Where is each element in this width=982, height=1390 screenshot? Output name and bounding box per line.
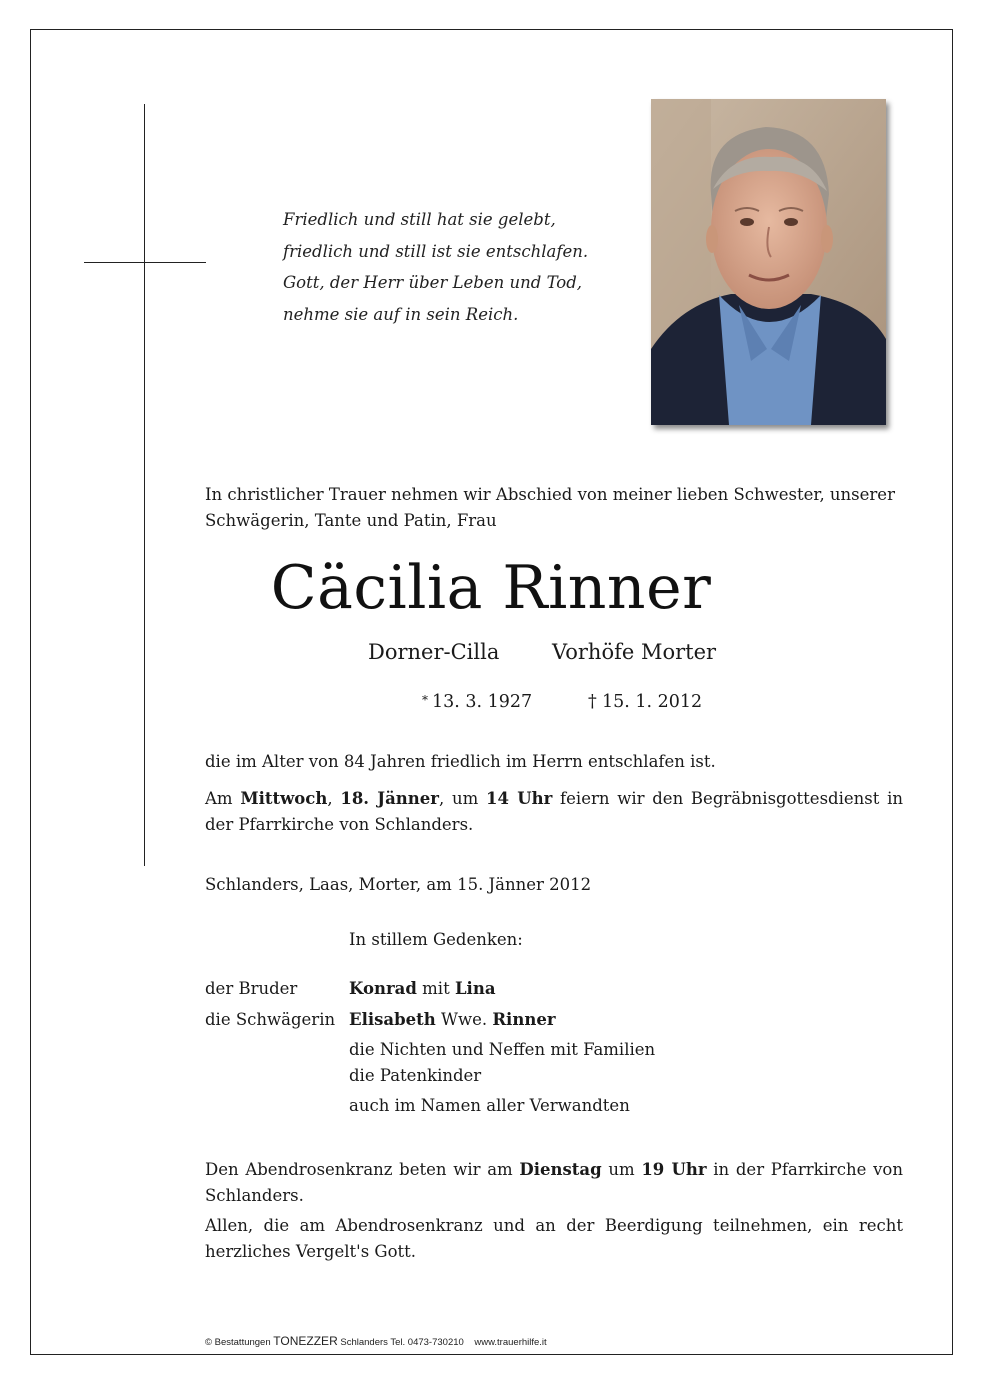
thanks-text: Allen, die am Abendrosenkranz und an der Beerdigung teilnehmen, ein recht herzliches Vergelt's Gott. xyxy=(205,1216,903,1261)
rosary-text: in der Pfarrkirche von Schlanders. xyxy=(205,1160,903,1205)
place-date: Schlanders, Laas, Morter, am 15. Jänner 2012 xyxy=(205,875,592,894)
intro-line: Schwägerin, Tante und Patin, Frau xyxy=(205,511,497,530)
death-date: 15. 1. 2012 xyxy=(602,692,703,712)
birth-symbol: * xyxy=(422,693,428,707)
mourner-sister-in-law xyxy=(349,1010,556,1029)
home-place: Vorhöfe Morter xyxy=(552,640,717,664)
intro-text xyxy=(205,482,895,534)
footer-text: Schlanders Tel. 0473-730210 www.trauerhilfe.it xyxy=(337,1337,547,1348)
mourner-text: mit xyxy=(416,979,455,998)
mourner-label: die Schwägerin xyxy=(205,1010,336,1029)
verse-line: friedlich und still ist sie entschlafen. xyxy=(283,241,589,261)
mourner-name: Lina xyxy=(454,979,496,998)
rosary-text: um xyxy=(601,1160,642,1179)
mourner-line: auch im Namen aller Verwandten xyxy=(349,1096,630,1115)
intro-line: In christlicher Trauer nehmen wir Abschied von meiner lieben Schwester, unserer xyxy=(205,485,895,504)
deceased-name: Cäcilia Rinner xyxy=(270,553,712,623)
funeral-time: 14 Uhr xyxy=(486,789,553,808)
footer-text: © Bestattungen xyxy=(205,1337,274,1348)
funeral-text: , um xyxy=(438,789,486,808)
portrait-photo xyxy=(651,99,886,425)
remembrance-heading: In stillem Gedenken: xyxy=(349,930,523,949)
verse-line: Gott, der Herr über Leben und Tod, xyxy=(283,273,583,292)
mourner-line: die Patenkinder xyxy=(349,1066,482,1085)
birth-date: 13. 3. 1927 xyxy=(432,692,533,712)
mourner-brother xyxy=(349,979,496,998)
rosary-notice xyxy=(205,1157,903,1209)
mourner-label: der Bruder xyxy=(205,979,298,998)
verse-line: Friedlich und still hat sie gelebt, xyxy=(283,210,556,229)
nickname: Dorner-Cilla xyxy=(368,640,500,664)
funeral-date: 18. Jänner xyxy=(340,789,439,808)
mourner-name: Elisabeth xyxy=(349,1010,436,1029)
funeral-notice xyxy=(205,786,903,838)
funeral-text: Am xyxy=(205,789,241,808)
funeral-text: , xyxy=(327,789,341,808)
rosary-day: Dienstag xyxy=(519,1160,602,1179)
mourner-name: Konrad xyxy=(349,979,417,998)
verse-line: nehme sie auf in sein Reich. xyxy=(283,304,519,324)
funeral-text: feiern wir den Begräbnisgottesdienst in der Pfarrkirche von Schlanders. xyxy=(205,789,904,834)
mourner-text: Wwe. xyxy=(435,1010,493,1029)
memorial-verse xyxy=(283,204,588,330)
funeral-day: Mittwoch xyxy=(240,789,328,808)
funeral-home-footer xyxy=(205,1334,547,1348)
rosary-text: Den Abendrosenkranz beten wir am xyxy=(205,1160,520,1179)
death-symbol: † xyxy=(588,692,597,712)
rosary-time: 19 Uhr xyxy=(641,1160,707,1179)
mourner-line: die Nichten und Neffen mit Familien xyxy=(349,1040,656,1059)
mourner-name: Rinner xyxy=(492,1010,556,1029)
age-sentence: die im Alter von 84 Jahren friedlich im Herrn entschlafen ist. xyxy=(205,752,716,771)
footer-brand: TONEZZER xyxy=(273,1334,338,1348)
